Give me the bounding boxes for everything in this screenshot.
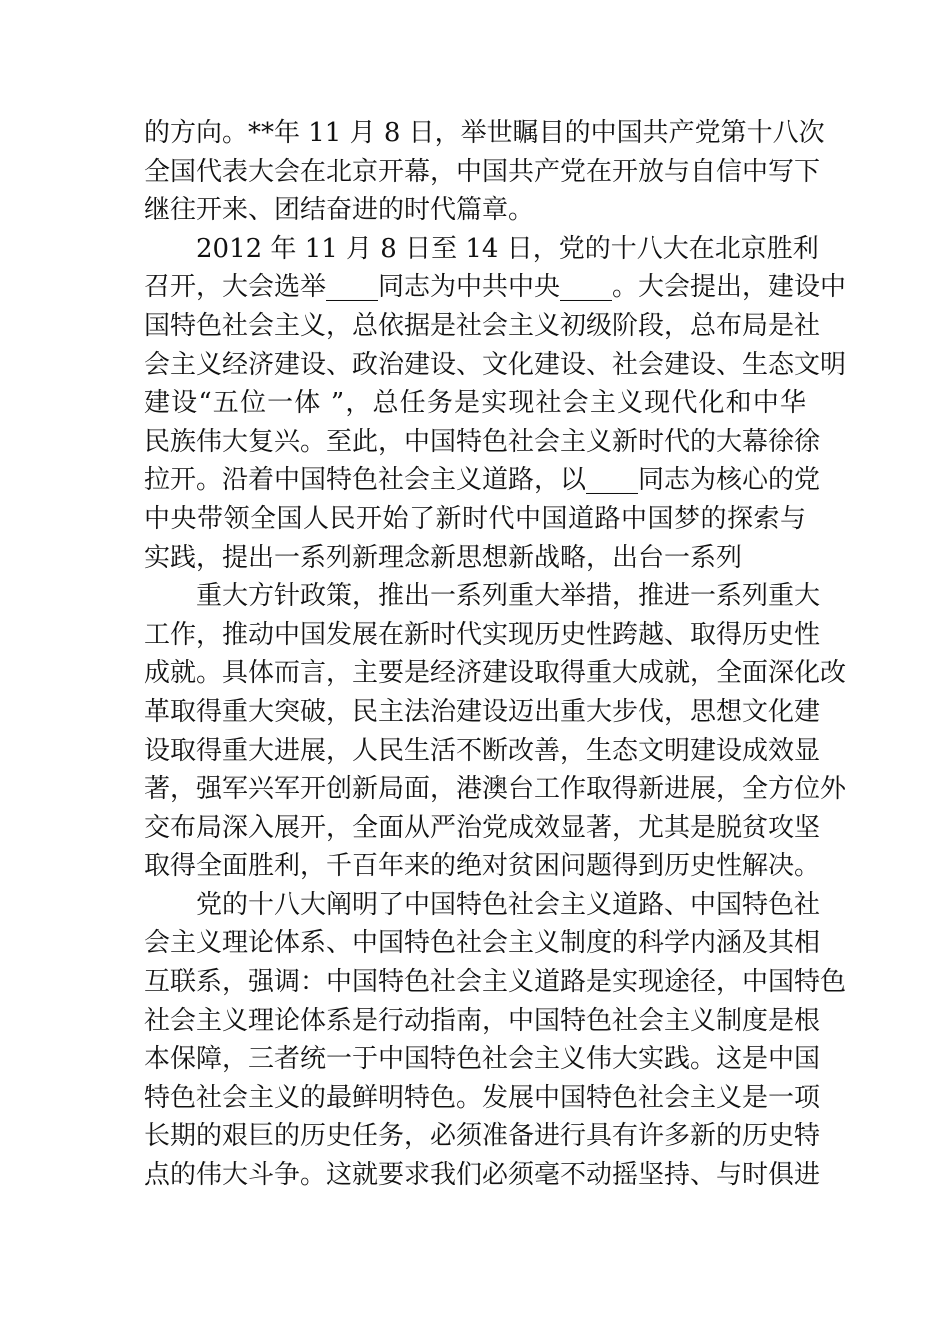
text-line: 成就。具体而言，主要是经济建设取得重大成就，全面深化改 bbox=[144, 658, 847, 689]
text-line: 互联系，强调：中国特色社会主义道路是实现途径，中国特色 bbox=[144, 967, 847, 998]
text-line: 的方向。**年 11 月 8 日，举世瞩目的中国共产党第十八次 bbox=[144, 118, 825, 148]
text-line: 革取得重大突破，民主法治建设迈出重大步伐，思想文化建 bbox=[144, 696, 821, 727]
text-line: 党的十八大阐明了中国特色社会主义道路、中国特色社 bbox=[196, 889, 821, 920]
document-body bbox=[144, 114, 847, 1195]
text-line: 中央带领全国人民开始了新时代中国道路中国梦的探索与 bbox=[144, 503, 806, 534]
text-line: 2012 年 11 月 8 日至 14 日，党的十八大在北京胜利 bbox=[196, 233, 819, 264]
text-line: 重大方针政策，推出一系列重大举措，推进一系列重大 bbox=[196, 581, 821, 612]
text-line: 召开，大会选举____同志为中共中央____。大会提出，建设中 bbox=[144, 272, 847, 303]
text-line: 长期的艰巨的历史任务，必须准备进行具有许多新的历史特 bbox=[144, 1121, 821, 1152]
text-line: 继往开来、团结奋进的时代篇章。 bbox=[144, 195, 535, 226]
text-line: 交布局深入展开，全面从严治党成效显著，尤其是脱贫攻坚 bbox=[144, 812, 821, 843]
text-line: 著，强军兴军开创新局面，港澳台工作取得新进展，全方位外 bbox=[144, 774, 847, 805]
text-line: 国特色社会主义，总依据是社会主义初级阶段，总布局是社 bbox=[144, 310, 821, 341]
text-line: 全国代表大会在北京开幕，中国共产党在开放与自信中写下 bbox=[144, 156, 821, 187]
text-line: 拉开。沿着中国特色社会主义道路，以____同志为核心的党 bbox=[144, 465, 821, 496]
text-line: 民族伟大复兴。至此，中国特色社会主义新时代的大幕徐徐 bbox=[144, 426, 821, 457]
text-line: 社会主义理论体系是行动指南，中国特色社会主义制度是根 bbox=[144, 1005, 821, 1036]
text-line: 建设“五位一体 ”，总任务是实现社会主义现代化和中华 bbox=[144, 388, 806, 419]
text-line: 特色社会主义的最鲜明特色。发展中国特色社会主义是一项 bbox=[144, 1082, 821, 1113]
text-line: 取得全面胜利，千百年来的绝对贫困问题得到历史性解决。 bbox=[144, 851, 821, 882]
text-line: 实践，提出一系列新理念新思想新战略，出台一系列 bbox=[144, 542, 743, 573]
text-line: 设取得重大进展，人民生活不断改善，生态文明建设成效显 bbox=[144, 735, 821, 766]
text-line: 会主义理论体系、中国特色社会主义制度的科学内涵及其相 bbox=[144, 928, 821, 959]
text-line: 会主义经济建设、政治建设、文化建设、社会建设、生态文明 bbox=[144, 349, 847, 380]
text-line: 本保障，三者统一于中国特色社会主义伟大实践。这是中国 bbox=[144, 1044, 821, 1075]
text-line: 工作，推动中国发展在新时代实现历史性跨越、取得历史性 bbox=[144, 619, 821, 650]
text-line: 点的伟大斗争。这就要求我们必须毫不动摇坚持、与时俱进 bbox=[144, 1160, 821, 1191]
